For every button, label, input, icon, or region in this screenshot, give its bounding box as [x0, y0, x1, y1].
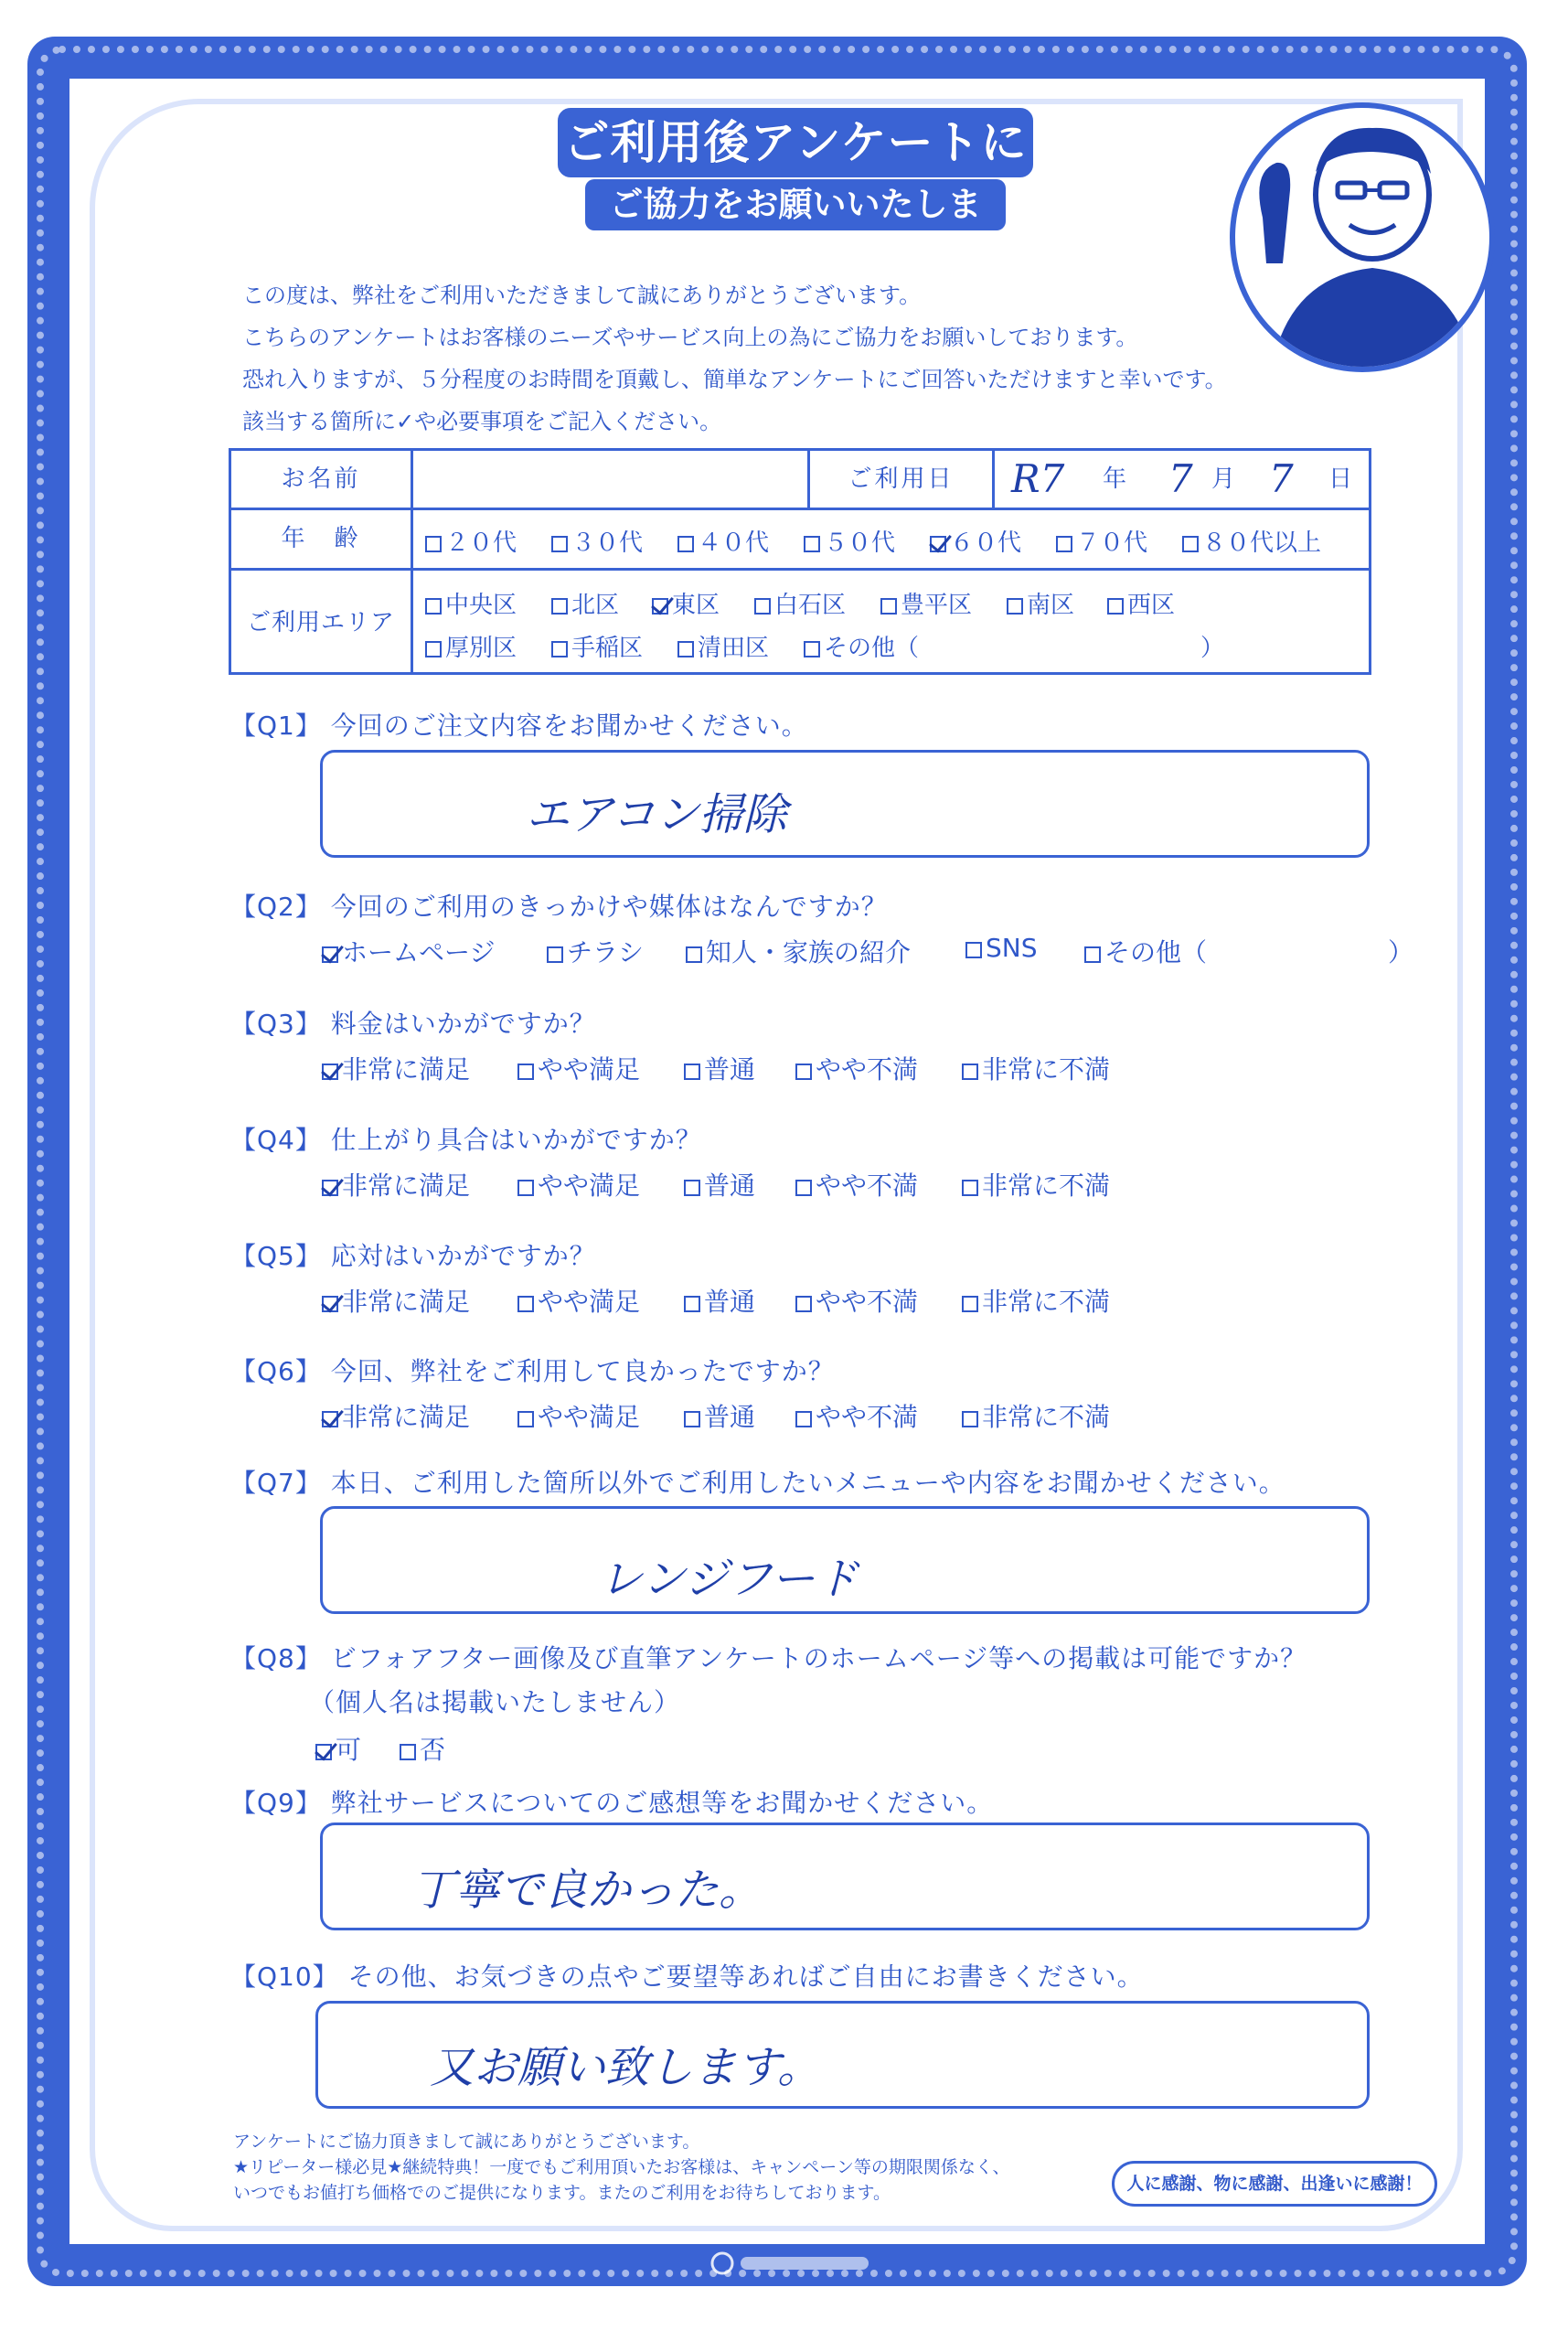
area-option-atsubetsu[interactable]: 厚別区	[425, 629, 517, 663]
area-option-teine[interactable]: 手稲区	[551, 629, 643, 663]
q2-option-homepage[interactable]: ホームページ	[322, 933, 495, 969]
area-option-shiroishi[interactable]: 白石区	[754, 586, 846, 620]
checkbox-checked-icon	[315, 1744, 332, 1760]
checkbox-icon	[677, 641, 694, 657]
age-option-60s[interactable]: ６０代	[930, 524, 1021, 558]
checkbox-icon	[684, 1064, 700, 1080]
area-label: ご利用エリア	[246, 609, 395, 636]
footer-line: いつでもお値打ち価格でのご提供になります。またのご利用をお待ちしております。	[233, 2183, 891, 2203]
person-illustration-icon	[1235, 108, 1489, 367]
q3-option-somewhat-satisfied[interactable]: やや満足	[517, 1050, 640, 1086]
checkbox-checked-icon	[322, 1064, 338, 1080]
footer-text	[233, 2129, 1056, 2206]
checkbox-checked-icon	[322, 1411, 338, 1427]
q5-label: 【Q5】 応対はいかがですか？	[230, 1241, 596, 1271]
checkbox-icon	[795, 1296, 812, 1312]
date-month-value: 7	[1168, 456, 1193, 501]
checkbox-icon	[962, 1411, 978, 1427]
checkbox-icon	[962, 1296, 978, 1312]
intro-line: 該当する箇所に✓や必要事項をご記入ください。	[242, 409, 722, 434]
q8-note: （個人名は掲載いたしません）	[309, 1687, 681, 1717]
checkbox-icon	[880, 598, 897, 615]
checkbox-icon	[804, 536, 820, 552]
q9-answer-text: 丁寧で良かった。	[411, 1865, 763, 1916]
age-option-40s[interactable]: ４０代	[677, 524, 769, 558]
area-option-nishi[interactable]: 西区	[1107, 586, 1175, 620]
date-label: ご利用日	[848, 465, 955, 493]
q5-option-somewhat-dissatisfied[interactable]: やや不満	[795, 1282, 918, 1319]
company-logo-icon	[704, 2248, 887, 2279]
age-label: 年 齢	[281, 525, 361, 552]
checkbox-icon	[1007, 598, 1023, 615]
checkbox-checked-icon	[322, 946, 338, 963]
q5-option-neutral[interactable]: 普通	[684, 1282, 755, 1319]
checkbox-icon	[754, 598, 771, 615]
q6-option-somewhat-dissatisfied[interactable]: やや不満	[795, 1397, 918, 1434]
q10-label: 【Q10】 その他、お気づきの点やご要望等あればご自由にお書きください。	[230, 1962, 1144, 1992]
checkbox-checked-icon	[322, 1296, 338, 1312]
date-year-value: R7	[1011, 456, 1065, 501]
q7-label: 【Q7】 本日、ご利用した箇所以外でご利用したいメニューや内容をお聞かせください。	[230, 1468, 1285, 1498]
area-option-chuo[interactable]: 中央区	[425, 586, 517, 620]
checkbox-icon	[517, 1411, 534, 1427]
q4-option-neutral[interactable]: 普通	[684, 1166, 755, 1203]
q5-option-somewhat-satisfied[interactable]: やや満足	[517, 1282, 640, 1319]
checkbox-checked-icon	[930, 536, 946, 552]
q3-option-somewhat-dissatisfied[interactable]: やや不満	[795, 1050, 918, 1086]
intro-text	[242, 274, 1266, 443]
q6-label: 【Q6】 今回、弊社をご利用して良かったですか？	[230, 1356, 835, 1386]
checkbox-icon	[551, 536, 568, 552]
checkbox-icon	[686, 946, 702, 963]
q6-option-very-dissatisfied[interactable]: 非常に不満	[962, 1397, 1110, 1434]
checkbox-icon	[547, 946, 563, 963]
area-option-kita[interactable]: 北区	[551, 586, 619, 620]
age-option-30s[interactable]: ３０代	[551, 524, 643, 558]
q2-option-other[interactable]: その他（	[1084, 933, 1207, 969]
q9-label: 【Q9】 弊社サービスについてのご感想等をお聞かせください。	[230, 1788, 994, 1818]
area-option-higashi[interactable]: 東区	[652, 586, 720, 620]
q6-option-somewhat-satisfied[interactable]: やや満足	[517, 1397, 640, 1434]
q5-option-very-dissatisfied[interactable]: 非常に不満	[962, 1282, 1110, 1319]
checkbox-icon	[517, 1180, 534, 1196]
q2-label: 【Q2】 今回のご利用のきっかけや媒体はなんですか？	[230, 892, 888, 922]
checkbox-icon	[1084, 946, 1101, 963]
date-day-unit: 日	[1328, 465, 1353, 493]
checkbox-icon	[962, 1064, 978, 1080]
area-other-close-paren: ）	[1200, 635, 1225, 662]
age-option-20s[interactable]: ２０代	[425, 524, 517, 558]
q6-option-very-satisfied[interactable]: 非常に満足	[322, 1397, 470, 1434]
checkbox-icon	[684, 1296, 700, 1312]
age-option-80s-plus[interactable]: ８０代以上	[1182, 524, 1321, 558]
checkbox-icon	[962, 1180, 978, 1196]
age-option-70s[interactable]: ７０代	[1056, 524, 1147, 558]
checkbox-icon	[1056, 536, 1072, 552]
footer-line: ★リピーター様必見★継続特典！一度でもご利用頂いたお客様は、キャンペーン等の期限関係なく、	[233, 2157, 1010, 2177]
q3-option-very-satisfied[interactable]: 非常に満足	[322, 1050, 470, 1086]
area-option-minami[interactable]: 南区	[1007, 586, 1074, 620]
q4-option-somewhat-dissatisfied[interactable]: やや不満	[795, 1166, 918, 1203]
q1-answer-box[interactable]	[320, 750, 1370, 858]
checkbox-icon	[795, 1180, 812, 1196]
name-field[interactable]	[423, 451, 798, 508]
area-option-toyohira[interactable]: 豊平区	[880, 586, 972, 620]
footer-line: アンケートにご協力頂きまして誠にありがとうございます。	[233, 2132, 700, 2152]
title-line-1: ご利用後アンケートに	[558, 108, 1033, 177]
checkbox-icon	[1182, 536, 1199, 552]
checkbox-icon	[517, 1064, 534, 1080]
slogan-badge: 人に感謝、物に感謝、出逢いに感謝！	[1112, 2161, 1437, 2207]
q4-option-somewhat-satisfied[interactable]: やや満足	[517, 1166, 640, 1203]
age-option-50s[interactable]: ５０代	[804, 524, 895, 558]
q4-option-very-satisfied[interactable]: 非常に満足	[322, 1166, 470, 1203]
date-month-unit: 月	[1211, 465, 1236, 493]
q3-label: 【Q3】 料金はいかがですか？	[230, 1009, 596, 1039]
checkbox-icon	[684, 1411, 700, 1427]
q3-option-neutral[interactable]: 普通	[684, 1050, 755, 1086]
date-day-value: 7	[1269, 456, 1294, 501]
q4-label: 【Q4】 仕上がり具合はいかがですか？	[230, 1125, 702, 1155]
q8-option-no[interactable]: 否	[400, 1730, 445, 1767]
q4-option-very-dissatisfied[interactable]: 非常に不満	[962, 1166, 1110, 1203]
intro-line: こちらのアンケートはお客様のニーズやサービス向上の為にご協力をお願いしております。	[242, 325, 1138, 350]
checkbox-icon	[425, 641, 442, 657]
checkbox-icon	[400, 1744, 416, 1760]
staff-portrait-image	[1230, 102, 1495, 372]
checkbox-icon	[425, 536, 442, 552]
intro-line: 恐れ入りますが、５分程度のお時間を頂戴し、簡単なアンケートにご回答いただけますと幸いです。	[242, 367, 1227, 392]
checkbox-icon	[1107, 598, 1124, 615]
checkbox-icon	[795, 1411, 812, 1427]
title-line-2: ご協力をお願いいたします！	[585, 179, 1006, 230]
logo-mark-icon	[704, 2248, 887, 2279]
q2-other-close-paren: ）	[1388, 937, 1414, 967]
q1-answer-text: エアコン掃除	[526, 789, 787, 840]
q1-label: 【Q1】 今回のご注文内容をお聞かせください。	[230, 711, 808, 741]
checkbox-checked-icon	[652, 598, 668, 615]
area-option-kiyota[interactable]: 清田区	[677, 629, 769, 663]
q2-option-referral[interactable]: 知人・家族の紹介	[686, 933, 911, 969]
date-field[interactable]	[995, 451, 1370, 508]
q3-option-very-dissatisfied[interactable]: 非常に不満	[962, 1050, 1110, 1086]
checkbox-icon	[425, 598, 442, 615]
checkbox-checked-icon	[322, 1180, 338, 1196]
q5-option-very-satisfied[interactable]: 非常に満足	[322, 1282, 470, 1319]
q7-answer-text: レンジフード	[599, 1554, 859, 1605]
checkbox-icon	[804, 641, 820, 657]
area-option-other[interactable]: その他（	[804, 629, 919, 663]
checkbox-icon	[677, 536, 694, 552]
q2-option-flyer[interactable]: チラシ	[547, 933, 644, 969]
q10-answer-text: 又お願い致します。	[430, 2042, 822, 2093]
checkbox-icon	[551, 641, 568, 657]
q2-option-sns[interactable]: SNS	[965, 933, 1038, 963]
checkbox-icon	[551, 598, 568, 615]
checkbox-icon	[517, 1296, 534, 1312]
q8-option-yes[interactable]: 可	[315, 1730, 361, 1767]
customer-info-table	[229, 448, 1371, 675]
name-label: お名前	[281, 465, 361, 493]
checkbox-icon	[795, 1064, 812, 1080]
q8-label: 【Q8】 ビフォアフター画像及び直筆アンケートのホームページ等への掲載は可能ですか？	[230, 1643, 1307, 1673]
checkbox-icon	[684, 1180, 700, 1196]
q6-option-neutral[interactable]: 普通	[684, 1397, 755, 1434]
intro-line: この度は、弊社をご利用いただきまして誠にありがとうございます。	[242, 283, 922, 308]
checkbox-icon	[965, 942, 982, 958]
date-year-unit: 年	[1103, 465, 1127, 493]
